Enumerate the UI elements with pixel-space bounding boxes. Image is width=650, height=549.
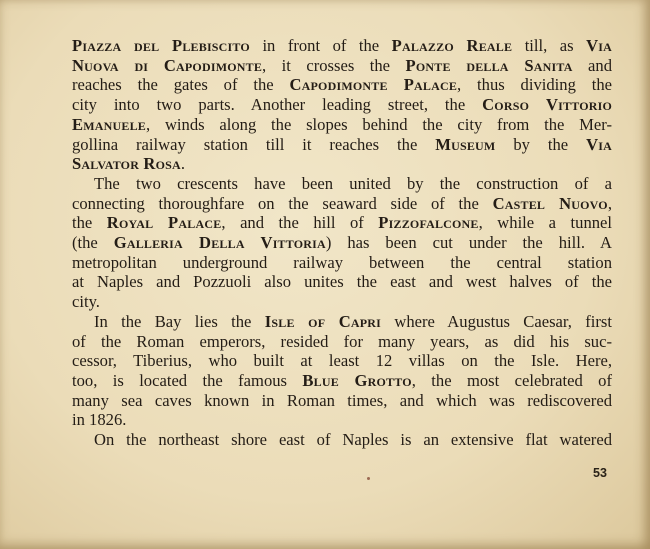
page-number: 53 — [593, 466, 607, 480]
text-line — [72, 56, 612, 76]
text-run: gollina railway station till it reaches the — [72, 134, 436, 154]
text-run: metropolitan underground railway between the central station — [72, 252, 612, 272]
text-line — [72, 371, 612, 391]
text-run: city into two parts. Another leading street, the — [72, 95, 483, 115]
text-run: till, as — [512, 36, 587, 55]
text-line — [72, 410, 612, 430]
small-caps-run: Galleria Della Vittoria — [113, 233, 326, 253]
text-run: ) has been cut under the hill. A — [325, 233, 612, 253]
text-run: cessor, Tiberius, who built at least 12 villas on the Isle. Here, — [72, 351, 612, 371]
text-line — [72, 292, 612, 312]
text-line — [72, 95, 612, 115]
text-line — [72, 154, 612, 174]
text-run: connecting thoroughfare on the seaward side of the — [72, 193, 493, 213]
text-run: of the Roman emperors, resided for many years, as did his suc- — [72, 331, 612, 351]
small-caps-run: Nuova di Capodimonte — [72, 55, 263, 75]
text-line — [72, 351, 612, 371]
small-caps-run: Piazza del Plebiscito — [72, 36, 250, 55]
text-line — [72, 194, 612, 214]
text-run: , while a tunnel — [478, 213, 613, 233]
text-run: , and the hill of — [221, 213, 379, 233]
text-run: city. — [72, 292, 100, 312]
text-run: , winds along the slopes behind the city from the Mer- — [146, 114, 612, 134]
small-caps-run: Museum — [435, 134, 496, 154]
small-caps-run: Blue Grotto — [302, 370, 412, 390]
text-run: many sea caves known in Roman times, and which was rediscovered — [72, 390, 612, 410]
text-line — [72, 213, 612, 233]
small-caps-run: Pizzofalcone — [378, 213, 479, 233]
small-caps-run: Ponte della Sanita — [405, 55, 573, 75]
body-text — [72, 36, 612, 450]
small-caps-run: Royal Palace — [106, 213, 222, 233]
small-caps-run: Castel Nuovo — [492, 193, 608, 213]
text-run: by the — [495, 134, 587, 154]
text-line — [72, 332, 612, 352]
text-run: , thus dividing the — [457, 75, 612, 95]
text-line — [72, 233, 612, 253]
text-run: reaches the gates of the — [72, 75, 290, 95]
text-run: (the — [72, 233, 114, 253]
small-caps-run: Isle of Capri — [264, 311, 382, 331]
text-run: , — [607, 193, 612, 213]
text-run: in front of the — [249, 36, 392, 55]
text-line — [72, 312, 612, 332]
small-caps-run: Emanuele — [72, 114, 147, 134]
small-caps-run: Corso Vittorio — [482, 95, 612, 115]
small-caps-run: Via — [586, 134, 612, 154]
text-line — [72, 36, 612, 56]
small-caps-run: Via — [586, 36, 612, 55]
paper-spot — [367, 477, 370, 480]
text-run: . — [180, 154, 186, 174]
text-run: too, is located the famous — [72, 370, 303, 390]
text-run: , the most celebrated of — [411, 370, 612, 390]
text-line — [72, 430, 612, 450]
text-run: in 1826. — [72, 410, 127, 430]
text-run: On the northeast shore east of Naples is an extensive flat watered — [94, 430, 612, 450]
small-caps-run: Salvator Rosa — [72, 154, 181, 174]
text-line — [72, 75, 612, 95]
small-caps-run: Palazzo Reale — [391, 36, 513, 55]
text-line — [72, 272, 612, 292]
text-run: and — [572, 55, 612, 75]
text-run: where Augustus Caesar, first — [381, 311, 612, 331]
text-run: at Naples and Pozzuoli also unites the east and west halves of the — [72, 272, 612, 292]
text-line — [72, 174, 612, 194]
text-line — [72, 135, 612, 155]
text-run: The two crescents have been united by the construction of a — [94, 173, 612, 193]
text-run: , it crosses the — [262, 55, 406, 75]
text-line — [72, 253, 612, 273]
text-run: In the Bay lies the — [94, 311, 265, 331]
text-line — [72, 115, 612, 135]
text-run: the — [72, 213, 107, 233]
small-caps-run: Capodimonte Palace — [289, 75, 458, 95]
text-line — [72, 391, 612, 411]
